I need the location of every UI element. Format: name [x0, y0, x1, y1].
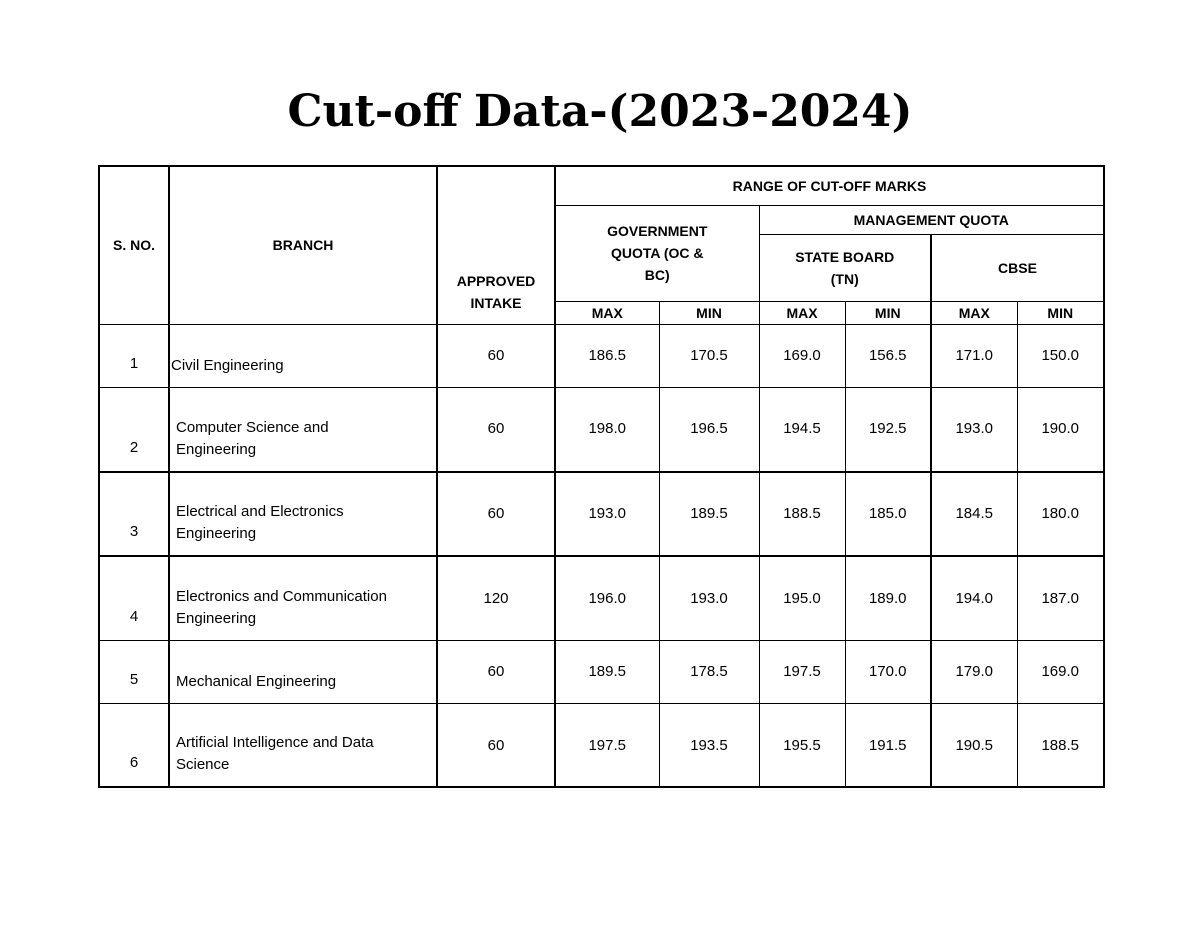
cell-gov-min: 189.5 — [659, 472, 759, 556]
cell-sb-max: 195.0 — [759, 556, 845, 640]
cell-sb-max: 195.5 — [759, 703, 845, 787]
cell-sb-min: 185.0 — [845, 472, 931, 556]
header-cbse: CBSE — [931, 234, 1104, 301]
cell-sb-min: 192.5 — [845, 387, 931, 472]
cell-branch-label: Artificial Intelligence and Data Science — [176, 734, 374, 773]
cell-sb-max: 194.5 — [759, 387, 845, 472]
header-cbse-max: MAX — [931, 301, 1017, 324]
cell-sb-max: 188.5 — [759, 472, 845, 556]
cell-cbse-min: 188.5 — [1017, 703, 1104, 787]
cell-intake: 60 — [437, 387, 555, 472]
cell-branch: Civil Engineering — [169, 324, 437, 387]
cell-cbse-max: 171.0 — [931, 324, 1017, 387]
header-government-quota-label: GOVERNMENT QUOTA (OC & BC) — [607, 223, 708, 283]
cell-cbse-min: 150.0 — [1017, 324, 1104, 387]
cell-gov-max: 189.5 — [555, 640, 659, 703]
cell-gov-min: 178.5 — [659, 640, 759, 703]
header-state-board-label: STATE BOARD (TN) — [795, 248, 895, 287]
cell-cbse-max: 193.0 — [931, 387, 1017, 472]
cell-intake: 60 — [437, 640, 555, 703]
cell-branch: Mechanical Engineering — [169, 640, 437, 703]
cell-gov-min: 196.5 — [659, 387, 759, 472]
cell-sb-min: 156.5 — [845, 324, 931, 387]
cell-sno: 6 — [99, 703, 169, 787]
cell-intake: 60 — [437, 324, 555, 387]
cell-intake: 120 — [437, 556, 555, 640]
header-sb-min: MIN — [845, 301, 931, 324]
cell-cbse-min: 190.0 — [1017, 387, 1104, 472]
header-government-quota — [555, 205, 759, 301]
cell-cbse-min: 169.0 — [1017, 640, 1104, 703]
header-management-quota: MANAGEMENT QUOTA — [759, 205, 1104, 234]
cell-gov-max: 196.0 — [555, 556, 659, 640]
cell-cbse-min: 180.0 — [1017, 472, 1104, 556]
header-sb-max: MAX — [759, 301, 845, 324]
cell-sno: 4 — [99, 556, 169, 640]
header-sno: S. NO. — [99, 166, 169, 324]
table-row — [99, 324, 1104, 387]
cell-gov-min: 170.5 — [659, 324, 759, 387]
cell-branch — [169, 556, 437, 640]
cell-cbse-max: 184.5 — [931, 472, 1017, 556]
cell-cbse-max: 179.0 — [931, 640, 1017, 703]
cell-intake: 60 — [437, 703, 555, 787]
cell-sb-max: 197.5 — [759, 640, 845, 703]
table-row — [99, 472, 1104, 556]
cell-branch — [169, 472, 437, 556]
table-row — [99, 556, 1104, 640]
cell-sno: 2 — [99, 387, 169, 472]
cutoff-table — [98, 165, 1105, 788]
cell-gov-max: 198.0 — [555, 387, 659, 472]
header-approved-intake-label: APPROVED INTAKE — [456, 272, 536, 311]
header-gov-max: MAX — [555, 301, 659, 324]
cell-sno: 5 — [99, 640, 169, 703]
cell-gov-max: 193.0 — [555, 472, 659, 556]
cell-sb-min: 191.5 — [845, 703, 931, 787]
header-approved-intake — [437, 166, 555, 324]
header-state-board — [759, 234, 931, 301]
cell-branch — [169, 703, 437, 787]
header-range: RANGE OF CUT-OFF MARKS — [555, 166, 1104, 205]
cell-intake: 60 — [437, 472, 555, 556]
cell-branch-label: Electronics and Communication Engineering — [176, 587, 387, 627]
cell-cbse-max: 194.0 — [931, 556, 1017, 640]
cell-sno: 1 — [99, 324, 169, 387]
cell-branch — [169, 387, 437, 472]
header-cbse-min: MIN — [1017, 301, 1104, 324]
cell-sno: 3 — [99, 472, 169, 556]
table-row — [99, 703, 1104, 787]
table-row — [99, 387, 1104, 472]
table-row — [99, 640, 1104, 703]
cell-gov-max: 186.5 — [555, 324, 659, 387]
cell-cbse-max: 190.5 — [931, 703, 1017, 787]
cell-cbse-min: 187.0 — [1017, 556, 1104, 640]
header-gov-min: MIN — [659, 301, 759, 324]
cell-gov-max: 197.5 — [555, 703, 659, 787]
cell-gov-min: 193.5 — [659, 703, 759, 787]
cell-sb-min: 170.0 — [845, 640, 931, 703]
cell-branch-label: Electrical and Electronics Engineering — [176, 503, 344, 542]
page-title: Cut-off Data-(2023-2024) — [287, 86, 913, 137]
cell-sb-min: 189.0 — [845, 556, 931, 640]
cell-sb-max: 169.0 — [759, 324, 845, 387]
cell-branch-label: Computer Science and Engineering — [176, 419, 329, 458]
cell-gov-min: 193.0 — [659, 556, 759, 640]
header-branch: BRANCH — [169, 166, 437, 324]
